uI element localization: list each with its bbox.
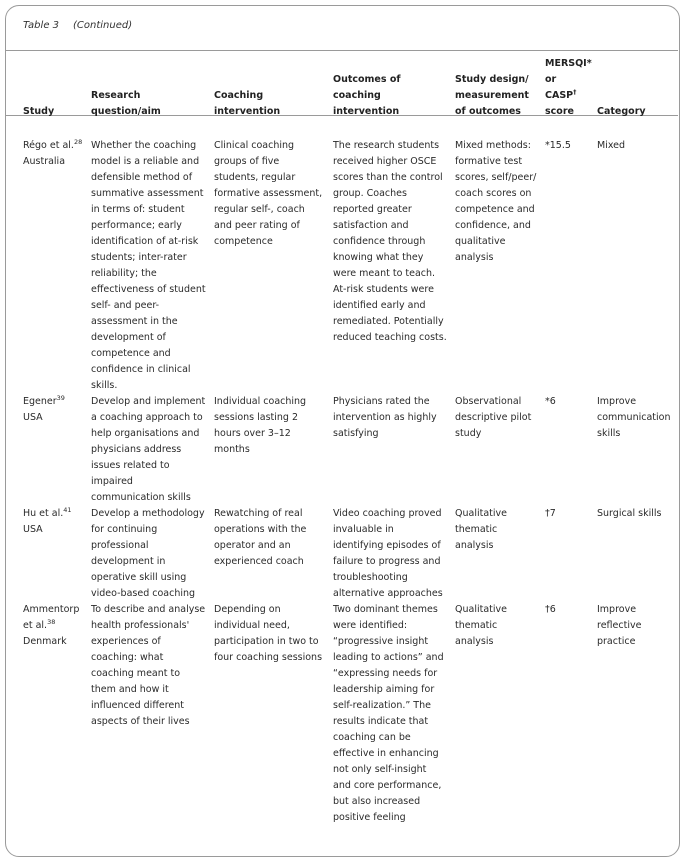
- cell-design: Qualitative thematic analysis: [455, 604, 507, 647]
- table-caption: [23, 20, 132, 31]
- cell-outcomes: Physicians rated the intervention as highly satisfying: [333, 396, 437, 439]
- header-category: Category: [597, 106, 646, 117]
- table-row: [0, 394, 683, 506]
- cell-design: Mixed methods: formative test scores, self/peer/ coach scores on competence and confidence, and qualitative analysis: [455, 140, 537, 263]
- cell-coaching: Clinical coaching groups of five students, regular formative assessment, regular self-, coach and peer rating of competence: [214, 140, 323, 247]
- cell-design: Qualitative thematic analysis: [455, 508, 507, 551]
- table-row: [0, 130, 683, 394]
- cell-coaching: Rewatching of real operations with the operator and an experienced coach: [214, 508, 307, 567]
- data-table: [0, 56, 683, 826]
- cell-study: Régo et al.$^{28}$ Australia: [23, 137, 83, 167]
- cell-score: †6: [545, 604, 556, 615]
- cell-category: Improve communication skills: [597, 396, 671, 439]
- cell-outcomes: Two dominant themes were identified: “progressive insight leading to actions” and “expressing needs for leadership aiming for self-realization.” The results indicate that coaching can be effective in enhancing not only self-insight and core performance, but also increased positive feeling: [333, 604, 444, 823]
- cell-research: Whether the coaching model is a reliable and defensible method of summative assessment in terms of: student performance; early identification of at-risk students; inter-rater reliability; the effectiveness of student self- and peer-assessment in the development of competence and confidence in clinical skills.: [91, 140, 206, 391]
- cell-coaching: Depending on individual need, participation in two to four coaching sessions: [214, 604, 323, 663]
- header-score-sup: †: [573, 87, 577, 96]
- caption-rule: [6, 50, 678, 51]
- header-study: Study: [23, 106, 55, 117]
- cell-coaching: Individual coaching sessions lasting 2 hours over 3–12 months: [214, 396, 307, 455]
- cell-research: Develop a methodology for continuing professional development in operative skill using video-based coaching: [91, 508, 205, 599]
- table-continued: (Continued): [73, 20, 133, 31]
- cell-score: *6: [545, 396, 556, 407]
- cell-outcomes: The research students received higher OSCE scores than the control group. Coaches reported greater satisfaction and confidence through knowing what they were meant to teach. At-risk students were identified early and remediated. Potentially reduced teaching costs.: [333, 140, 447, 343]
- table-row: [0, 602, 683, 826]
- cell-research: To describe and analyse health professionals' experiences of coaching: what coaching meant to them and how it influenced different aspects of their lives: [91, 604, 206, 727]
- cell-study: Hu et al.$^{41}$ USA: [23, 505, 72, 535]
- cell-research: Develop and implement a coaching approach to help organisations and physicians address issues related to impaired communication skills: [91, 396, 206, 503]
- header-row: [0, 56, 683, 130]
- cell-study: Ammentorp et al.$^{38}$ Denmark: [23, 604, 80, 647]
- header-outcomes: Outcomes of coaching intervention: [333, 74, 401, 117]
- cell-design: Observational descriptive pilot study: [455, 396, 532, 439]
- header-score: [541, 56, 593, 130]
- cell-score: †7: [545, 508, 556, 519]
- header-coaching: Coaching intervention: [214, 90, 281, 117]
- cell-outcomes: Video coaching proved invaluable in identifying episodes of failure to progress and troubleshooting alternative approaches: [333, 508, 443, 599]
- cell-category: Improve reflective practice: [597, 604, 642, 647]
- cell-category: Mixed: [597, 140, 626, 151]
- cell-category: Surgical skills: [597, 508, 662, 519]
- header-design: Study design/ measurement of outcomes: [455, 74, 529, 117]
- header-score-b: score: [545, 106, 574, 117]
- header-score-a: MERSQI* or CASP: [545, 58, 592, 101]
- table-row: [0, 506, 683, 602]
- header-research: Research question/aim: [91, 90, 161, 117]
- table-label: Table 3: [23, 20, 60, 31]
- cell-score: *15.5: [545, 140, 571, 151]
- cell-study: Egener$^{39}$ USA: [23, 393, 65, 423]
